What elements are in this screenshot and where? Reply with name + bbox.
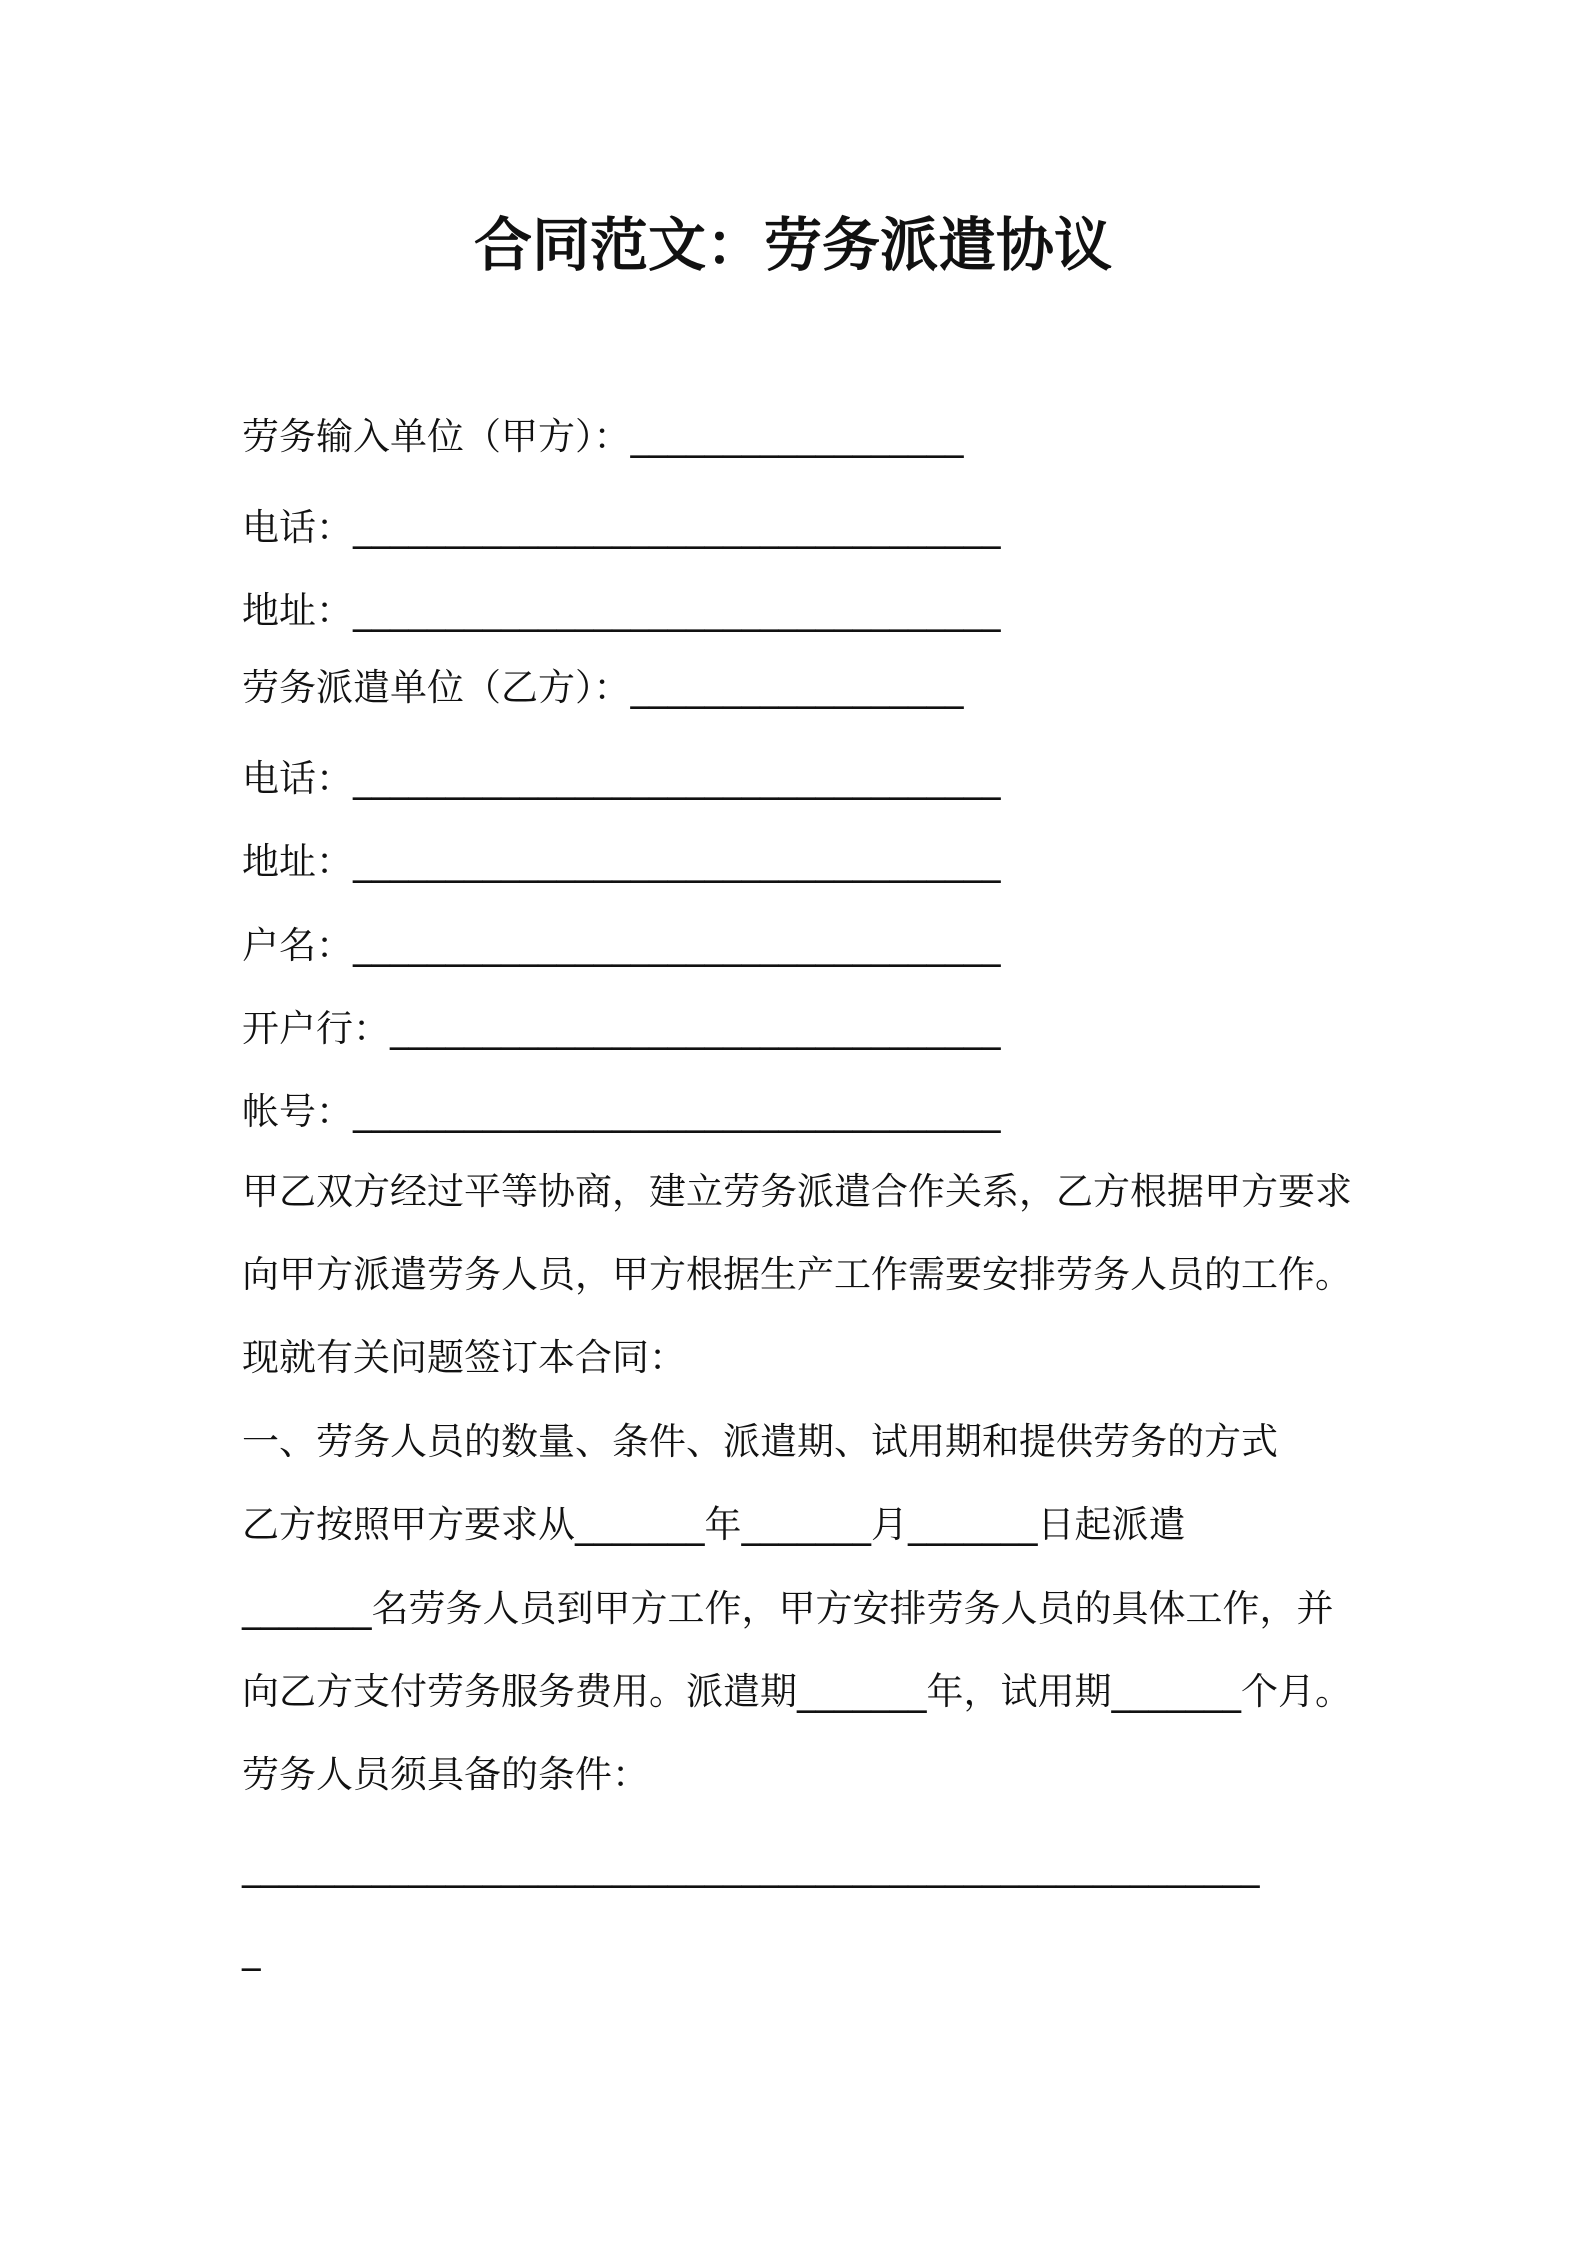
account-number-line: 帐号：___________________________________ [242,1090,1001,1133]
party-a-address-line: 地址：___________________________________ [242,589,1001,632]
party-b-name-line: 劳务派遣单位（乙方）：__________________ [242,666,964,709]
blank-fill-line: _______________________________________________________ [242,1845,1260,1888]
section-heading: 一、劳务人员的数量、条件、派遣期、试用期和提供劳务的方式 [242,1420,1278,1463]
blank-fill-line: _ [242,1928,261,1971]
party-a-name-line: 劳务输入单位（甲方）：__________________ [242,415,964,458]
party-b-phone-line: 电话：___________________________________ [242,757,1001,800]
paragraph-line: 向乙方支付劳务服务费用。派遣期_______年，试用期_______个月。 [242,1670,1352,1713]
party-a-phone-line: 电话：___________________________________ [242,506,1001,549]
paragraph-line: 劳务人员须具备的条件： [242,1753,649,1796]
bank-line: 开户行：_________________________________ [242,1007,1001,1050]
document-title: 合同范文：劳务派遣协议 [473,211,1112,279]
party-b-address-line: 地址：___________________________________ [242,840,1001,883]
paragraph-line: 乙方按照甲方要求从_______年_______月_______日起派遣 [242,1503,1186,1546]
paragraph-line: _______名劳务人员到甲方工作，甲方安排劳务人员的具体工作，并 [242,1587,1334,1630]
paragraph-line: 向甲方派遣劳务人员，甲方根据生产工作需要安排劳务人员的工作。 [242,1253,1352,1296]
paragraph-line: 甲乙双方经过平等协商，建立劳务派遣合作关系，乙方根据甲方要求 [242,1170,1352,1213]
account-name-line: 户名：___________________________________ [242,924,1001,967]
paragraph-line: 现就有关问题签订本合同： [242,1336,686,1379]
